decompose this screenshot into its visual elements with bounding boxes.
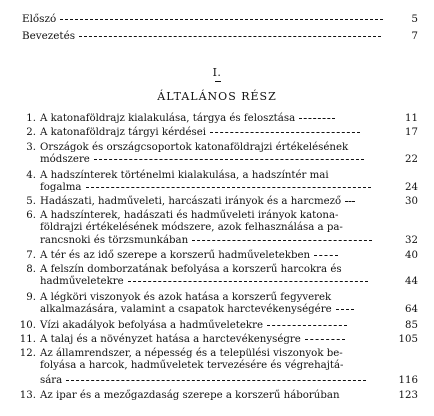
toc-entry-number: 4. — [26, 170, 36, 181]
toc-entry-title: A katonaföldrajz kialakulása, tárgya és felosztása — [40, 113, 296, 124]
toc-entry-title-cont: rancsnoki és törzsmunkában — [40, 235, 189, 246]
dot-leader — [314, 255, 338, 256]
dot-leader — [305, 339, 345, 340]
toc-entry-number: 5. — [26, 196, 36, 207]
toc-front-title: Előszó — [22, 13, 57, 25]
dot-leader — [60, 19, 383, 20]
toc-entry-number: 7. — [26, 250, 36, 261]
part-numeral: I. — [212, 66, 222, 79]
dot-leader — [94, 159, 364, 160]
dot-leader — [336, 309, 354, 310]
toc-page-number: 44 — [405, 276, 418, 287]
toc-entry-title-cont: fogalma — [40, 182, 82, 193]
toc-entry-title: A légköri viszonyok és azok hatása a korszerű fegyverek — [40, 292, 332, 303]
toc-entry-number: 11. — [19, 334, 36, 345]
toc-front-title: Bevezetés — [22, 30, 76, 42]
dot-leader — [210, 132, 360, 133]
dot-leader — [299, 118, 335, 119]
dot-leader — [267, 325, 347, 326]
toc-page-number: 22 — [405, 154, 418, 165]
heading-rule — [215, 81, 221, 82]
toc-entry-title: Hadászati, hadműveleti, harcászati irányok és a harcmező — [40, 196, 342, 207]
toc-page-number: 24 — [405, 182, 418, 193]
toc-page-number: 17 — [405, 127, 418, 138]
toc-entry-number: 2. — [26, 127, 36, 138]
toc-page-number: 123 — [398, 390, 418, 401]
toc-page-number: 64 — [405, 304, 418, 315]
toc-entry-number: 12. — [19, 348, 36, 359]
toc-entry-title: A hadszínterek, hadászati és hadműveleti irányok katona- — [40, 210, 339, 221]
toc-page-number: 32 — [405, 235, 418, 246]
dot-leader — [128, 281, 368, 282]
toc-page-number: 5 — [411, 13, 418, 25]
toc-entry-number: 6. — [26, 210, 36, 221]
dot-leader — [345, 201, 355, 202]
toc-entry-title: Az államrendszer, a népesség és a települési viszonyok be- — [40, 348, 343, 359]
toc-entry-number: 13. — [19, 390, 36, 401]
toc-page-number: 116 — [398, 375, 418, 386]
toc-entry-title-cont: földrajzi értékelésének módszere, azok felhasználása a pa- — [40, 222, 343, 233]
toc-entry-title: A katonaföldrajz tárgyi kérdései — [40, 127, 207, 138]
toc-entry-title-cont: alkalmazására, valamint a csapatok harctevékenységére — [40, 304, 332, 315]
toc-entry-number: 8. — [26, 264, 36, 275]
toc-entry-number: 1. — [26, 113, 36, 124]
toc-entry-title-cont: hadműveletekre — [40, 276, 124, 287]
toc-entry-title-cont: módszere — [40, 154, 90, 165]
toc-entry-title: A talaj és a növényzet hatása a harctevékenységre — [40, 334, 301, 345]
toc-entry-title: Vízi akadályok befolyása a hadműveletekre — [40, 320, 263, 331]
toc-page-number: 85 — [405, 320, 418, 331]
toc-entry-title-cont: sára — [40, 375, 63, 386]
dot-leader — [86, 187, 371, 188]
dot-leader — [66, 380, 366, 381]
toc-page-number: 7 — [411, 30, 418, 42]
dot-leader — [79, 36, 381, 37]
toc-page-number: 11 — [405, 113, 418, 124]
toc-page-number: 30 — [405, 196, 418, 207]
part-title: ÁLTALÁNOS RÉSZ — [157, 90, 277, 103]
toc-entry-title-cont: folyása a harcok, hadműveletek tervezésére és végrehajtá- — [40, 360, 344, 371]
toc-entry-number: 9. — [26, 292, 36, 303]
toc-entry-title: A felszín domborzatának befolyása a korszerű harcokra és — [40, 264, 342, 275]
toc-page-number: 105 — [398, 334, 418, 345]
toc-page-number: 40 — [405, 250, 418, 261]
toc-entry-title: A hadszínterek történelmi kialakulása, a hadszíntér mai — [40, 170, 329, 181]
toc-entry-number: 10. — [19, 320, 36, 331]
toc-entry-title: Az ipar és a mezőgazdaság szerepe a korszerű háborúban — [40, 390, 340, 401]
toc-entry-title: Országok és országcsoportok katonaföldrajzi értékelésének — [40, 142, 349, 153]
toc-entry-number: 3. — [26, 142, 36, 153]
dot-leader — [192, 240, 372, 241]
toc-entry-title: A tér és az idő szerepe a korszerű hadműveletekben — [40, 250, 311, 261]
